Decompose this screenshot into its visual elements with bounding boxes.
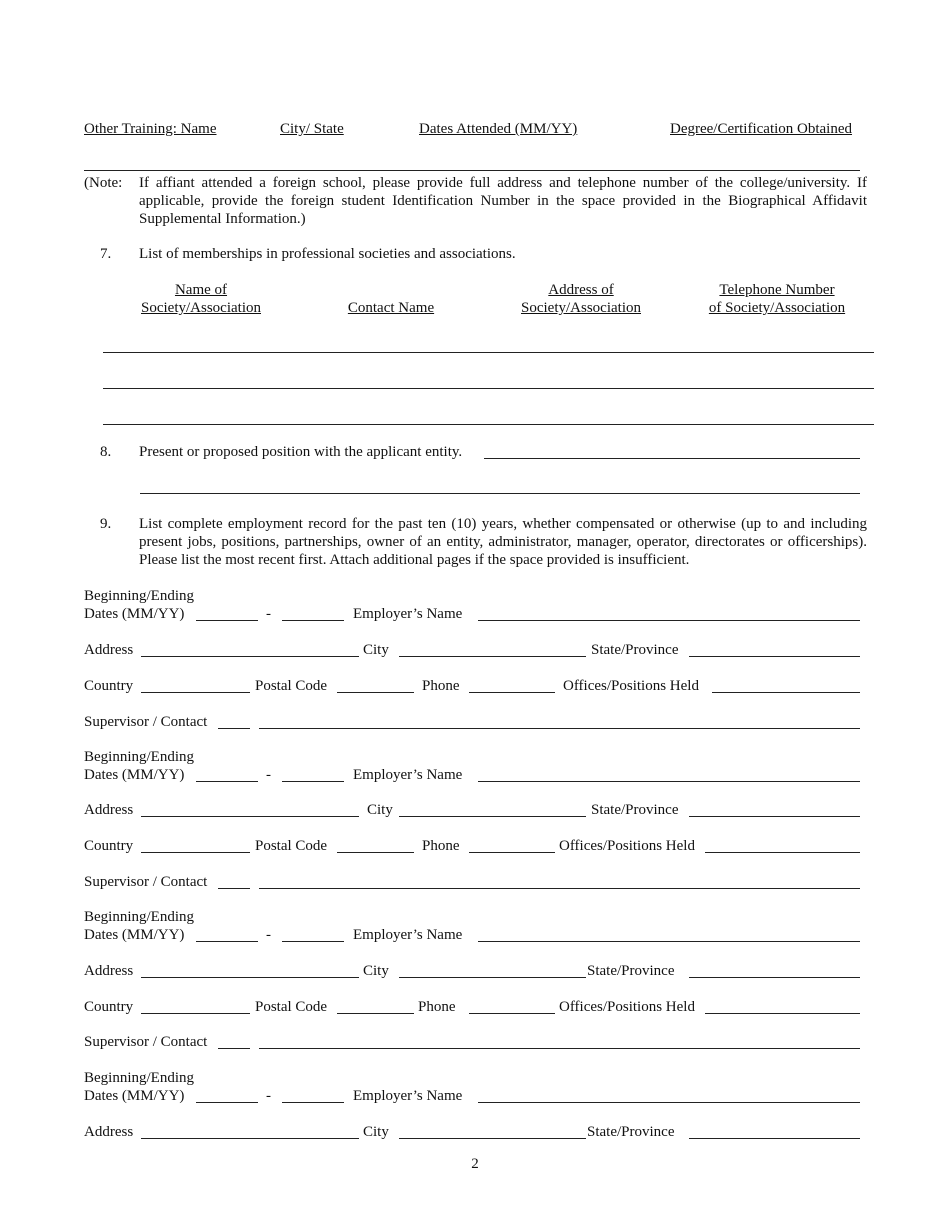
end-date-field[interactable] bbox=[282, 781, 344, 782]
date-dash: - bbox=[266, 927, 271, 943]
supervisor-contact-field[interactable] bbox=[259, 888, 860, 889]
end-date-field[interactable] bbox=[282, 620, 344, 621]
postal-code-field[interactable] bbox=[337, 852, 414, 853]
date-dash: - bbox=[266, 1088, 271, 1104]
begin-date-field[interactable] bbox=[196, 781, 258, 782]
employer-name-label: Employer’s Name bbox=[353, 927, 463, 943]
position-field-continued[interactable] bbox=[140, 493, 860, 494]
supervisor-contact-field[interactable] bbox=[259, 728, 860, 729]
employer-name-label: Employer’s Name bbox=[353, 606, 463, 622]
phone-field[interactable] bbox=[469, 692, 555, 693]
employer-name-field[interactable] bbox=[478, 1102, 860, 1103]
address-label: Address bbox=[84, 802, 134, 818]
supervisor-short-field[interactable] bbox=[218, 728, 250, 729]
offices-positions-label: Offices/Positions Held bbox=[559, 838, 695, 854]
phone-field[interactable] bbox=[469, 1013, 555, 1014]
note-label: (Note: bbox=[84, 175, 123, 191]
offices-positions-field[interactable] bbox=[705, 852, 860, 853]
state-province-label: State/Province bbox=[587, 1124, 675, 1140]
begin-date-field[interactable] bbox=[196, 941, 258, 942]
city-field[interactable] bbox=[399, 656, 586, 657]
state-province-field[interactable] bbox=[689, 977, 860, 978]
offices-positions-field[interactable] bbox=[705, 1013, 860, 1014]
dates-label: Dates (MM/YY) bbox=[84, 606, 185, 622]
society-address-header-2: Society/Association bbox=[521, 300, 641, 316]
item-9-text: List complete employment record for the past ten (10) years, whether compensated or otherwise (up to and including present jobs, positions, partnerships, owner of an entity, administrator, manager, operator, directorates or officerships). Please list the most recent first. Attach additional pages if the space provided is insufficient. bbox=[139, 516, 867, 568]
address-label: Address bbox=[84, 642, 134, 658]
employer-name-label: Employer’s Name bbox=[353, 1088, 463, 1104]
phone-label: Phone bbox=[422, 678, 460, 694]
beginning-ending-label: Beginning/Ending bbox=[84, 749, 194, 765]
society-name-header-2: Society/Association bbox=[141, 300, 261, 316]
dates-label: Dates (MM/YY) bbox=[84, 927, 185, 943]
city-label: City bbox=[367, 802, 393, 818]
postal-code-field[interactable] bbox=[337, 1013, 414, 1014]
offices-positions-label: Offices/Positions Held bbox=[563, 678, 699, 694]
city-label: City bbox=[363, 1124, 389, 1140]
address-field[interactable] bbox=[141, 977, 359, 978]
beginning-ending-label: Beginning/Ending bbox=[84, 1070, 194, 1086]
city-field[interactable] bbox=[399, 977, 586, 978]
employer-name-label: Employer’s Name bbox=[353, 767, 463, 783]
country-field[interactable] bbox=[141, 692, 250, 693]
membership-line[interactable] bbox=[103, 352, 874, 353]
note-text: If affiant attended a foreign school, please provide full address and telephone number of the college/university. If applicable, provide the foreign student Identification Number in the space provided in the Biographical Affidavit Supplemental Information.) bbox=[139, 175, 867, 227]
postal-code-label: Postal Code bbox=[255, 838, 328, 854]
beginning-ending-label: Beginning/Ending bbox=[84, 588, 194, 604]
phone-label: Phone bbox=[418, 999, 456, 1015]
state-province-label: State/Province bbox=[591, 642, 679, 658]
contact-name-header: Contact Name bbox=[347, 300, 435, 316]
employer-name-field[interactable] bbox=[478, 781, 860, 782]
begin-date-field[interactable] bbox=[196, 620, 258, 621]
item-7-number: 7. bbox=[100, 246, 112, 262]
address-label: Address bbox=[84, 1124, 134, 1140]
training-entry-line[interactable] bbox=[84, 170, 860, 171]
supervisor-short-field[interactable] bbox=[218, 888, 250, 889]
society-name-header-1: Name of bbox=[174, 282, 228, 298]
state-province-label: State/Province bbox=[591, 802, 679, 818]
country-label: Country bbox=[84, 999, 134, 1015]
society-phone-header-2: of Society/Association bbox=[708, 300, 846, 316]
training-name-header: Other Training: Name bbox=[84, 121, 217, 137]
postal-code-field[interactable] bbox=[337, 692, 414, 693]
postal-code-label: Postal Code bbox=[255, 678, 328, 694]
end-date-field[interactable] bbox=[282, 941, 344, 942]
supervisor-contact-field[interactable] bbox=[259, 1048, 860, 1049]
employer-name-field[interactable] bbox=[478, 620, 860, 621]
state-province-field[interactable] bbox=[689, 816, 860, 817]
society-address-header-1: Address of bbox=[548, 282, 614, 298]
country-field[interactable] bbox=[141, 1013, 250, 1014]
country-field[interactable] bbox=[141, 852, 250, 853]
date-dash: - bbox=[266, 606, 271, 622]
supervisor-contact-label: Supervisor / Contact bbox=[84, 874, 208, 890]
end-date-field[interactable] bbox=[282, 1102, 344, 1103]
address-field[interactable] bbox=[141, 656, 359, 657]
address-field[interactable] bbox=[141, 1138, 359, 1139]
city-label: City bbox=[363, 642, 389, 658]
membership-line[interactable] bbox=[103, 424, 874, 425]
item-7-text: List of memberships in professional societies and associations. bbox=[139, 246, 516, 262]
item-8-number: 8. bbox=[100, 444, 112, 460]
supervisor-contact-label: Supervisor / Contact bbox=[84, 1034, 208, 1050]
page-number: 2 bbox=[471, 1156, 479, 1172]
supervisor-contact-label: Supervisor / Contact bbox=[84, 714, 208, 730]
state-province-label: State/Province bbox=[587, 963, 675, 979]
country-label: Country bbox=[84, 838, 134, 854]
society-phone-header-1: Telephone Number bbox=[719, 282, 835, 298]
training-degree-header: Degree/Certification Obtained bbox=[670, 121, 853, 137]
phone-label: Phone bbox=[422, 838, 460, 854]
membership-line[interactable] bbox=[103, 388, 874, 389]
country-label: Country bbox=[84, 678, 134, 694]
address-label: Address bbox=[84, 963, 134, 979]
employer-name-field[interactable] bbox=[478, 941, 860, 942]
supervisor-short-field[interactable] bbox=[218, 1048, 250, 1049]
offices-positions-label: Offices/Positions Held bbox=[559, 999, 695, 1015]
state-province-field[interactable] bbox=[689, 656, 860, 657]
offices-positions-field[interactable] bbox=[712, 692, 860, 693]
training-dates-header: Dates Attended (MM/YY) bbox=[419, 121, 578, 137]
city-label: City bbox=[363, 963, 389, 979]
dates-label: Dates (MM/YY) bbox=[84, 767, 185, 783]
begin-date-field[interactable] bbox=[196, 1102, 258, 1103]
position-field[interactable] bbox=[484, 458, 860, 459]
address-field[interactable] bbox=[141, 816, 359, 817]
postal-code-label: Postal Code bbox=[255, 999, 328, 1015]
beginning-ending-label: Beginning/Ending bbox=[84, 909, 194, 925]
date-dash: - bbox=[266, 767, 271, 783]
dates-label: Dates (MM/YY) bbox=[84, 1088, 185, 1104]
state-province-field[interactable] bbox=[689, 1138, 860, 1139]
city-field[interactable] bbox=[399, 1138, 586, 1139]
item-9-number: 9. bbox=[100, 516, 112, 532]
city-field[interactable] bbox=[399, 816, 586, 817]
item-8-text: Present or proposed position with the applicant entity. bbox=[139, 444, 463, 460]
training-city-state-header: City/ State bbox=[280, 121, 344, 137]
phone-field[interactable] bbox=[469, 852, 555, 853]
